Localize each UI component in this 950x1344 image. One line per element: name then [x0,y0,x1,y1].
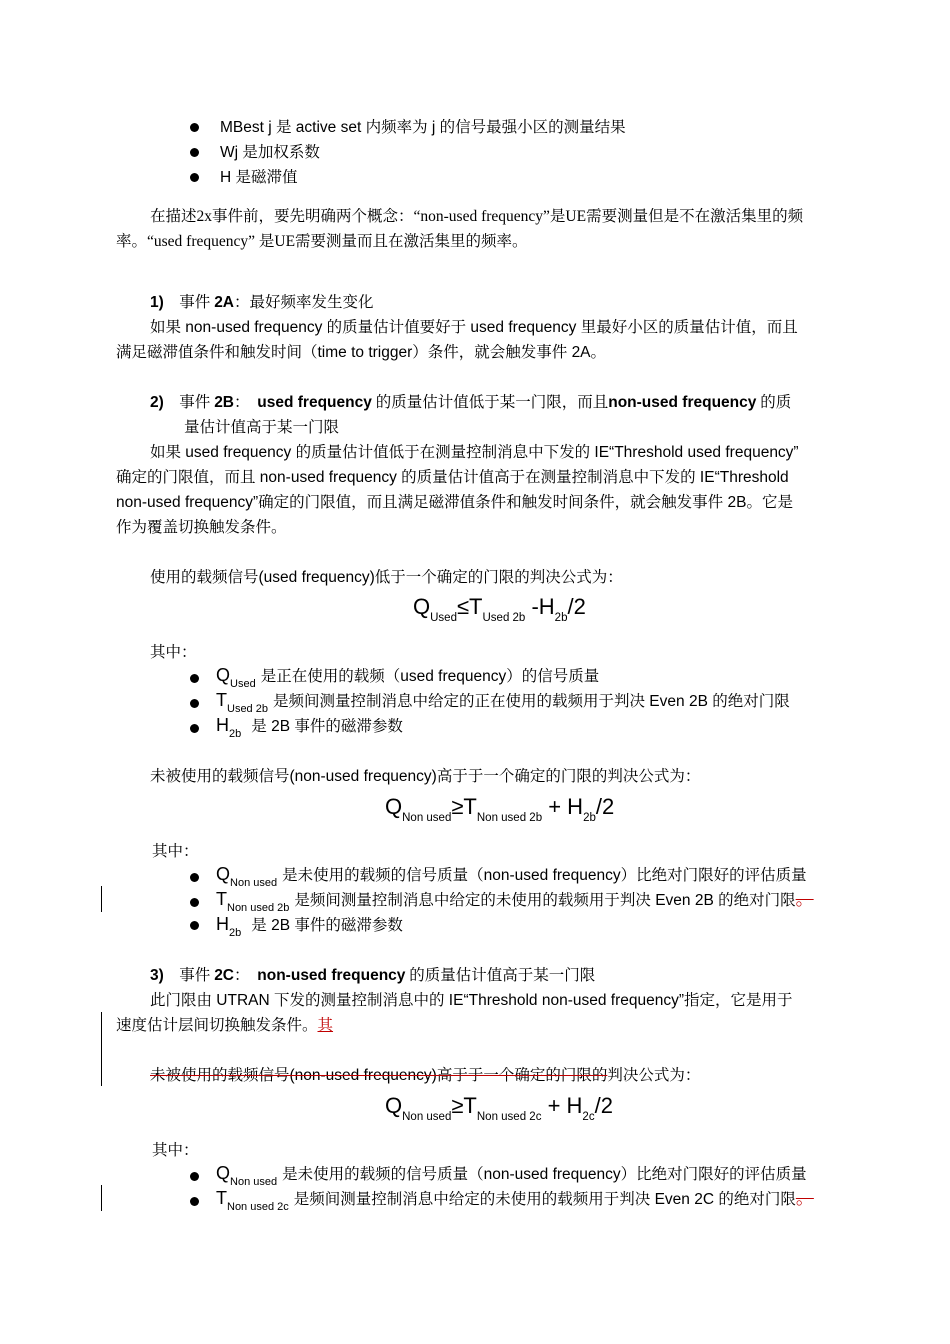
nonused-bullet-h: $H_{2b}$ 是 2B 事件的磁滞参数 [216,914,403,939]
bullet-dot [190,873,199,882]
event-2c-deleted-line: 未被使用的载频信号(non-used frequency)高于于一个确定的门限的判决公式为： [150,1067,701,1084]
2c-bullet-q: $Q_{Non used}$ 是未使用的载频的信号质量（non-used frequency）比绝对门限好的评估质量 [216,1163,807,1188]
event-2b-heading-line-2: 量估计值高于某一门限 [184,419,340,436]
used-bullet-q: $Q_{Used}$ 是正在使用的载频（used frequency）的信号质量 [216,665,600,690]
where-label-3: 其中： [152,1142,199,1159]
event-2c-para-2: 速度估计层间切换触发条件。其 [116,1017,334,1034]
bullet-dot [190,173,199,182]
event-2c-para-1: 此门限由 UTRAN 下发的测量控制消息中的 IE“Threshold non-used frequency”指定，它是用于 [150,992,793,1009]
event-2a-heading: 1) 事件 2A：最好频率发生变化 [150,294,374,311]
used-bullet-h: $H_{2b}$ 是 2B 事件的磁滞参数 [216,715,403,740]
where-label-1: 其中： [150,644,197,661]
used-bullet-t: $T_{Used 2b}$ 是频间测量控制消息中给定的正在使用的载频用于判决 Even 2B 的绝对门限 [216,690,790,715]
bullet-dot [190,1172,199,1181]
where-label-2: 其中： [152,843,199,860]
bullet-dot [190,898,199,907]
event-2b-para-4: 作为覆盖切换触发条件。 [116,519,287,536]
bullet-h: H 是磁滞值 [220,169,298,186]
formula-2c: $Q_{Non used}\ge T_{Non used 2c} + H_{2c}/2$ [385,1093,613,1123]
nonused-bullet-t: $T_{Non used 2b}$ 是频间测量控制消息中给定的未使用的载频用于判决 Even 2B 的绝对门限。 [216,889,814,914]
bullet-dot [190,921,199,930]
bullet-mbest: MBest j 是 active set 内频率为 j 的信号最强小区的测量结果 [220,119,626,136]
used-formula-intro: 使用的载频信号(used frequency)低于一个确定的门限的判决公式为： [150,569,623,586]
event-2a-line-2: 满足磁滞值条件和触发时间（time to trigger）条件，就会触发事件 2A。 [116,344,607,361]
bullet-dot [190,699,199,708]
nonused-bullet-q: $Q_{Non used}$ 是未使用的载频的信号质量（non-used frequency）比绝对门限好的评估质量 [216,864,807,889]
event-2c-heading: 3) 事件 2C： non-used frequency 的质量估计值高于某一门限 [150,967,596,984]
bullet-dot [190,148,199,157]
formula-2b-nonused: $Q_{Non used}\ge T_{Non used 2b} + H_{2b}/2$ [385,794,615,824]
bullet-dot [190,1197,199,1206]
2c-bullet-t: $T_{Non used 2c}$ 是频间测量控制消息中给定的未使用的载频用于判决 Even 2C 的绝对门限。 [216,1188,814,1213]
event-2a-line-1: 如果 non-used frequency 的质量估计值要好于 used frequency 里最好小区的质量估计值，而且 [150,319,798,336]
event-2b-heading: 2) 事件 2B： used frequency 的质量估计值低于某一门限，而且non-used frequency 的质 [150,394,792,411]
event-2b-para-2: 确定的门限值，而且 non-used frequency 的质量估计值高于在测量控制消息中下发的 IE“Threshold [116,469,789,486]
bullet-dot [190,724,199,733]
intro-line-2: 率。“used frequency” 是UE需要测量而且在激活集里的频率。 [116,233,528,250]
bullet-wj: Wj 是加权系数 [220,144,320,161]
bullet-dot [190,674,199,683]
change-bar [101,886,102,912]
intro-line-1: 在描述2x事件前，要先明确两个概念：“non-used frequency”是UE需要测量但是不在激活集里的频 [150,208,804,225]
event-2b-para-3: non-used frequency”确定的门限值，而且满足磁滞值条件和触发时间条件，就会触发事件 2B。它是 [116,494,793,511]
nonused-formula-intro: 未被使用的载频信号(non-used frequency)高于于一个确定的门限的判决公式为： [150,768,701,785]
event-2b-para-1: 如果 used frequency 的质量估计值低于在测量控制消息中下发的 IE“Threshold used frequency” [150,444,799,461]
bullet-dot [190,123,199,132]
change-bar [101,1012,102,1086]
formula-2b-used: $Q_{Used}\le T_{Used 2b}$ $-H_{2b}/2$ [413,594,586,624]
change-bar [101,1185,102,1211]
